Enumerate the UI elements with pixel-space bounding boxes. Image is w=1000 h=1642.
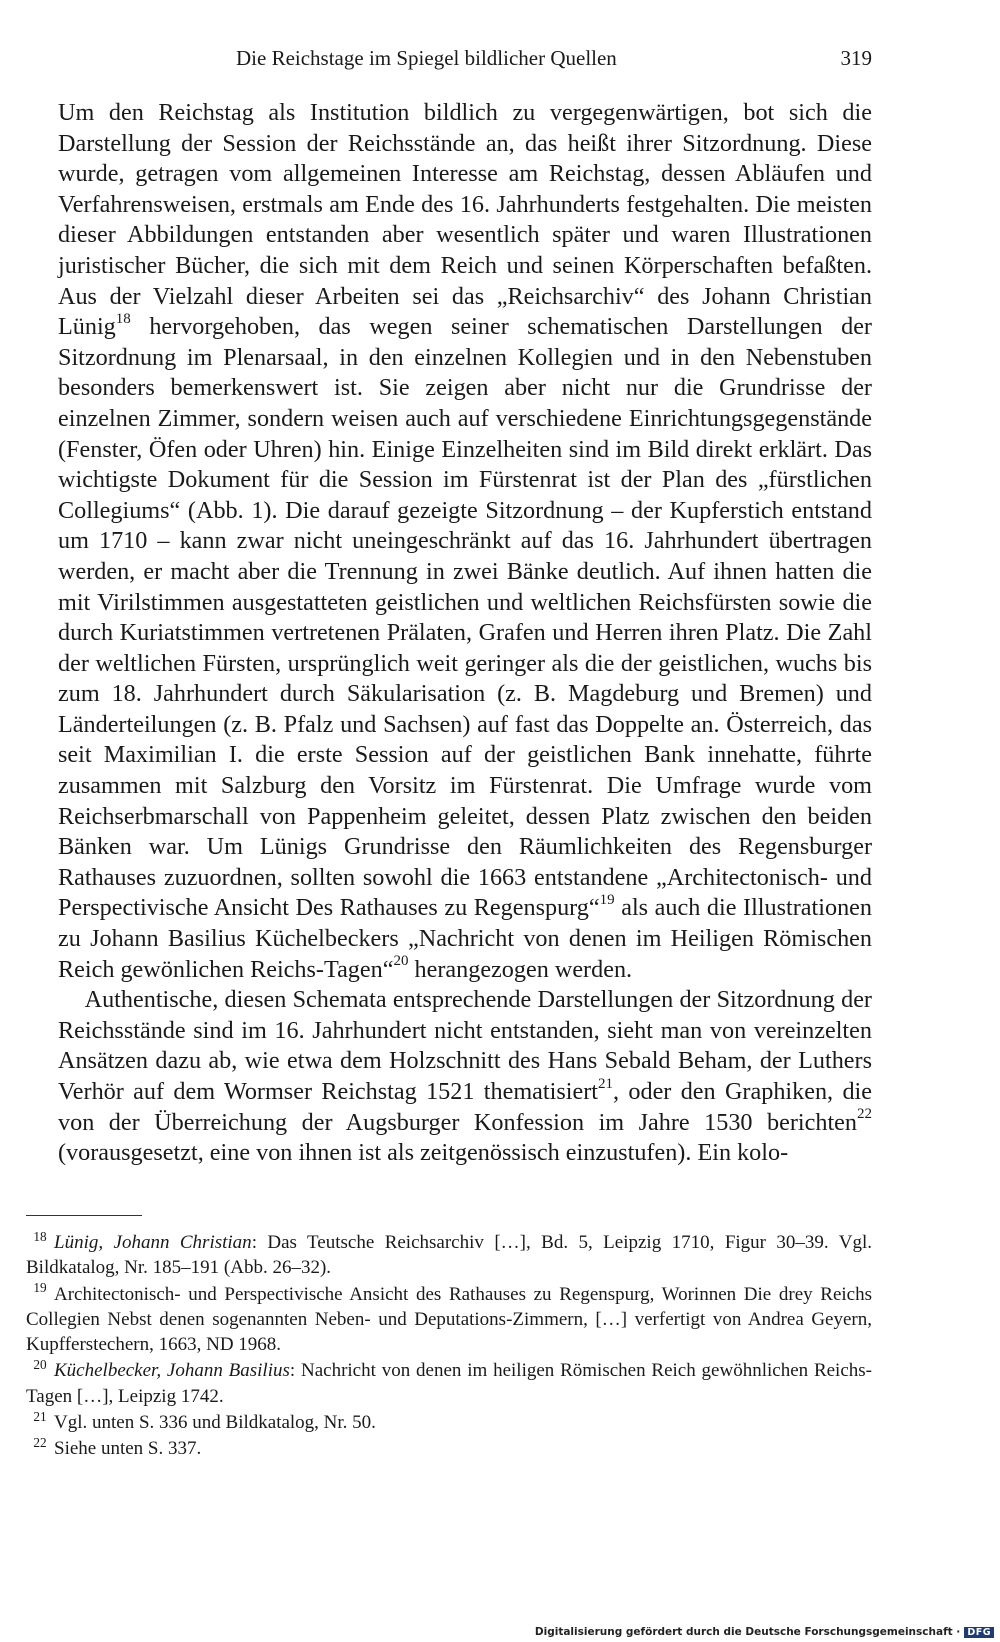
text-run: als auch die Illustrationen zu Johann Basilius Küchelbeckers „Nachricht von denen im Heiligen Römischen Reich gewönlichen Reichs-Tagen“ (58, 894, 872, 983)
text-run: herangezogen werden. (408, 955, 633, 983)
running-header (58, 46, 872, 80)
footnote-author: Lünig, Johann Christian (54, 1232, 252, 1253)
footnote-20: 20 Küchelbecker, Johann Basilius: Nachricht von denen im heiligen Römischen Reich gewöhnlichen Reichs-Tagen […], Leipzig 1742. (26, 1357, 872, 1407)
footnote-ref-22[interactable]: 22 (857, 1106, 872, 1123)
main-text (58, 98, 872, 1169)
dfg-logo: DFG (964, 1627, 994, 1638)
footnote-19: 19 Architectonisch- und Perspectivische Ansicht des Rathauses zu Regenspurg, Worinnen Die drey Reichs Collegien Nebst denen sogenannten Neben- und Deputations-Zimmern, […] verfertigt von Andrea Geyern, Kupfferstechern, 1663, ND 1968. (26, 1280, 872, 1356)
footnote-18: 18 Lünig, Johann Christian: Das Teutsche Reichsarchiv […], Bd. 5, Leipzig 1710, Figur 30–39. Vgl. Bildkatalog, Nr. 185–191 (Abb. 26–32). (26, 1228, 873, 1279)
text-run: (vorausgesetzt, eine von ihnen ist als zeitgenössisch einzustufen). Ein kolo- (58, 1139, 789, 1167)
footnote-divider (26, 1215, 142, 1216)
footnote-text: : Nachricht von denen im heiligen Römischen Reich gewöhnlichen Reichs-Tagen […], Leipzig 1742. (26, 1360, 872, 1407)
page-number: 319 (840, 46, 872, 70)
paragraph (58, 98, 872, 985)
footnote-ref-19[interactable]: 19 (599, 892, 615, 909)
footnote-ref-18[interactable]: 18 (115, 310, 131, 327)
footnote-text: : Das Teutsche Reichsarchiv […], Bd. 5, Leipzig 1710, Figur 30–39. Vgl. Bildkatalog, Nr. 185–191 (Abb. 26–32). (26, 1232, 873, 1279)
credit-text: Digitalisierung gefördert durch die Deutsche Forschungsgemeinschaft · (534, 1626, 961, 1638)
footnote-ref-21[interactable]: 21 (597, 1075, 613, 1092)
text-run: , oder den Graphiken, die von der Überreichung der Augsburger Konfession im Jahre 1530 berichten (58, 1078, 872, 1136)
footnote-ref-20[interactable]: 20 (393, 953, 409, 970)
footnote-text: Vgl. unten S. 336 und Bildkatalog, Nr. 50. (54, 1412, 376, 1434)
footnote-text: Architectonisch- und Perspectivische Ansicht des Rathauses zu Regenspurg, Worinnen Die drey Reichs Collegien Nebst denen sogenannten Neben- und Deputations-Zimmern, […] verfertigt von Andrea Geyern, Kupfferstechern, 1663, ND 1968. (26, 1283, 872, 1356)
footnote-text: Siehe unten S. 337. (54, 1438, 202, 1460)
digitization-credit (535, 1626, 994, 1638)
footnote-22: 22 Siehe unten S. 337. (33, 1435, 202, 1460)
running-title: Die Reichstage im Spiegel bildlicher Quellen (236, 46, 617, 70)
footnote-21: 21 Vgl. unten S. 336 und Bildkatalog, Nr. 50. (33, 1408, 376, 1434)
paragraph (58, 985, 872, 1169)
footnotes (26, 1230, 872, 1463)
text-run: Um den Reichstag als Institution bildlich zu vergegenwärtigen, bot sich die Darstellung der Session der Reichsstände an, das heißt ihrer Sitzordnung. Diese wurde, getragen vom allgemeinen Interesse am Reichstag, dessen Abläufen und Verfahrensweisen, erstmals am Ende des 16. Jahrhunderts festgehalten. Die meisten dieser Abbildungen entstanden aber wesentlich später und waren Illustrationen juristischer Bücher, die sich mit dem Reich und seinen Körperschaften befaßten. Aus der Vielzahl dieser Arbeiten sei das „Reichsarchiv“ des Johann Christian Lünig (58, 99, 872, 341)
text-run: Authentische, diesen Schemata entsprechende Darstellungen der Sitzordnung der Reichsstände sind im 16. Jahrhundert nicht entstanden, sieht man von vereinzelten Ansätzen dazu ab, wie etwa dem Holzschnitt des Hans Sebald Beham, der Luthers Verhör auf dem Wormser Reichstag 1521 thematisiert (58, 986, 872, 1105)
text-run: hervorgehoben, das wegen seiner schematischen Darstellungen der Sitzordnung im Plenarsaal, in den einzelnen Kollegien und in den Nebenstuben besonders bemerkenswert ist. Sie zeigen aber nicht nur die Grundrisse der einzelnen Zimmer, sondern weisen auch auf verschiedene Einrichtungsgegenstände (Fenster, Öfen oder Uhren) hin. Einige Einzelheiten sind im Bild direkt erklärt. Das wichtigste Dokument für die Session im Fürstenrat ist der Plan des „fürstlichen Collegiums“ (Abb. 1). Die darauf gezeigte Sitzordnung – der Kupferstich entstand um 1710 – kann zwar nicht uneingeschränkt auf das 16. Jahrhundert übertragen werden, er macht aber die Trennung in zwei Bänke deutlich. Auf ihnen hatten die mit Virilstimmen ausgestatteten geistlichen und weltlichen Reichsfürsten sowie die durch Kuriatstimmen vertretenen Prälaten, Grafen und Herren ihren Platz. Die Zahl der weltlichen Fürsten, ursprünglich weit geringer als die der geistlichen, wuchs bis zum 18. Jahrhundert durch Säkularisation (z. B. Magdeburg und Bremen) und Länderteilungen (z. B. Pfalz und Sachsen) auf fast das Doppelte an. Österreich, das seit Maximilian I. die erste Session auf der geistlichen Bank innehatte, führte zusammen mit Salzburg den Vorsitz im Fürstenrat. Die Umfrage wurde vom Reichserbmarschall von Pappenheim geleitet, dessen Platz zwischen den beiden Bänken war. Um Lünigs Grundrisse den Räumlichkeiten des Regensburger Rathauses zuzuordnen, sollten sowohl die 1663 entstandene „Architectonisch- und Perspectivische Ansicht Des Rathauses zu Regenspurg“ (58, 313, 872, 922)
footnote-author: Küchelbecker, Johann Basilius (54, 1360, 290, 1382)
